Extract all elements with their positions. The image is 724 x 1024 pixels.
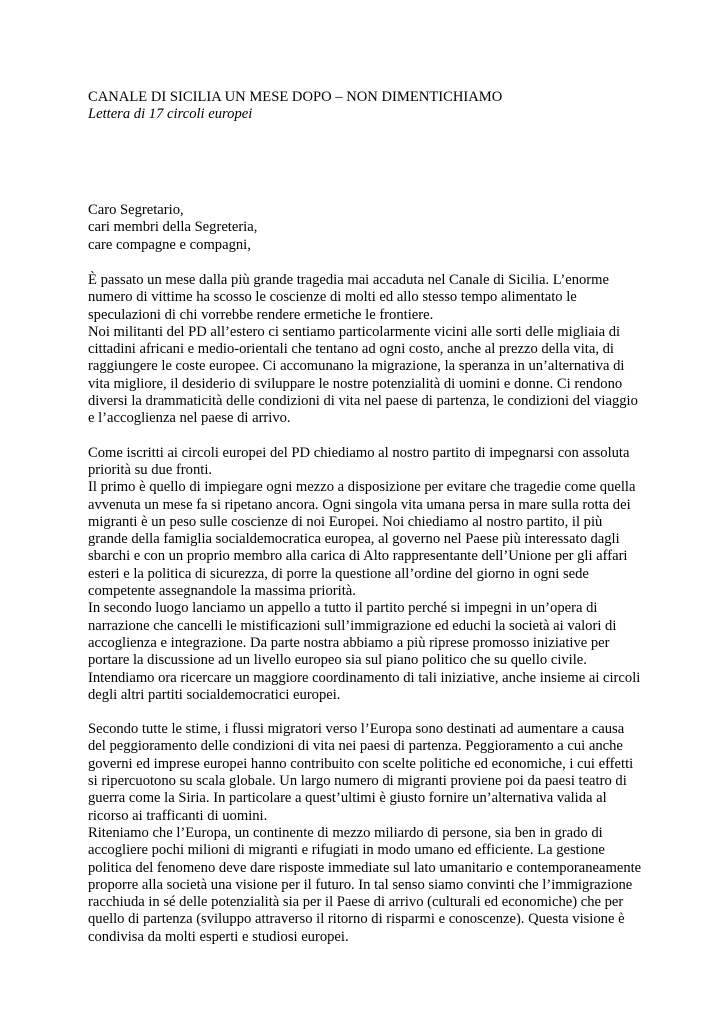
document-subtitle: Lettera di 17 circoli europei xyxy=(88,106,253,122)
salutation-line: cari membri della Segreteria, xyxy=(88,219,258,236)
paragraph: Secondo tutte le stime, i flussi migratori verso l’Europa sono destinati ad aumentare a causa del peggioramento delle condizioni di vita nei paesi di partenza. Peggioramento a cui anche governi ed imprese europei hanno contribuito con scelte politiche ed economiche, i cui effetti si ripercuotono su scala globale. Un largo numero di migranti proviene poi da paesi teatro di guerra come la Siria. In particolare a quest’ultimi è giusto fornire un’alternativa valida al ricorso ai trafficanti di uomini. xyxy=(88,721,634,824)
paragraph: Come iscritti ai circoli europei del PD chiediamo al nostro partito di impegnarsi con assoluta priorità su due fronti. xyxy=(88,444,630,478)
salutation-line: Caro Segretario, xyxy=(88,202,184,218)
letter-body xyxy=(88,272,644,946)
paragraph: Noi militanti del PD all’estero ci sentiamo particolarmente vicini alle sorti delle migliaia di cittadini africani e medio-orientali che tentano ad ogni costo, anche al prezzo della vita, di raggiungere le coste europee. Ci accomunano la migrazione, la speranza in un’alternativa di vita migliore, il desiderio di sviluppare le nostre potenzialità di uomini e donne. Ci rendono diversi la drammaticità delle condizioni di vita nel paese di partenza, le condizioni del viaggio e l’accoglienza nel paese di arrivo. xyxy=(88,323,638,427)
salutation-line: care compagne e compagni, xyxy=(88,236,251,253)
paragraph: Il primo è quello di impiegare ogni mezzo a disposizione per evitare che tragedie come quella avvenuta un mese fa si ripetano ancora. Ogni singola vita umana persa in mare sulla rotta dei migranti è un peso sulle coscienze di noi Europei. Noi chiediamo al nostro partito, il più grande della famiglia socialdemocratica europea, al governo nel Paese più interessato dagli sbarchi e con un proprio membro alla carica di Alto rappresentante dell’Unione per gli affari esteri e la politica di sicurezza, di porre la questione all’ordine del giorno in ogni sede competente assegnandole la massima priorità. xyxy=(88,479,636,600)
salutation xyxy=(88,202,388,254)
document-title: CANALE DI SICILIA UN MESE DOPO – NON DIMENTICHIAMO xyxy=(88,89,503,105)
paragraph: È passato un mese dalla più grande tragedia mai accaduta nel Canale di Sicilia. L’enorme numero di vittime ha scosso le coscienze di molti ed allo stesso tempo alimentato le speculazioni di chi vorrebbe rendere ermetiche le frontiere. xyxy=(88,272,609,323)
paragraph: Riteniamo che l’Europa, un continente di mezzo miliardo di persone, sia ben in grado di accogliere pochi milioni di migranti e rifugiati in modo umano ed efficiente. La gestione politica del fenomeno deve dare risposte immediate sul lato umanitario e contemporaneamente proporre alla società una visione per il futuro. In tal senso siamo convinti che l’immigrazione racchiuda in sé delle potenzialità sia per il Paese di arrivo (culturali ed economiche) che per quello di partenza (sviluppo attraverso il ritorno di risparmi e conoscenze). Questa visione è condivisa da molti esperti e studiosi europei. xyxy=(88,824,642,945)
paragraph: In secondo luogo lanciamo un appello a tutto il partito perché si impegni in un’opera di narrazione che cancelli le mistificazioni sull’immigrazione ed educhi la società ai valori di accoglienza e integrazione. Da parte nostra abbiamo a più riprese promosso iniziative per portare la discussione ad un livello europeo sia sul piano politico che su quello civile. Intendiamo ora ricercare un maggiore coordinamento di tali iniziative, anche insieme ai circoli degli altri partiti socialdemocratici europei. xyxy=(88,600,641,703)
